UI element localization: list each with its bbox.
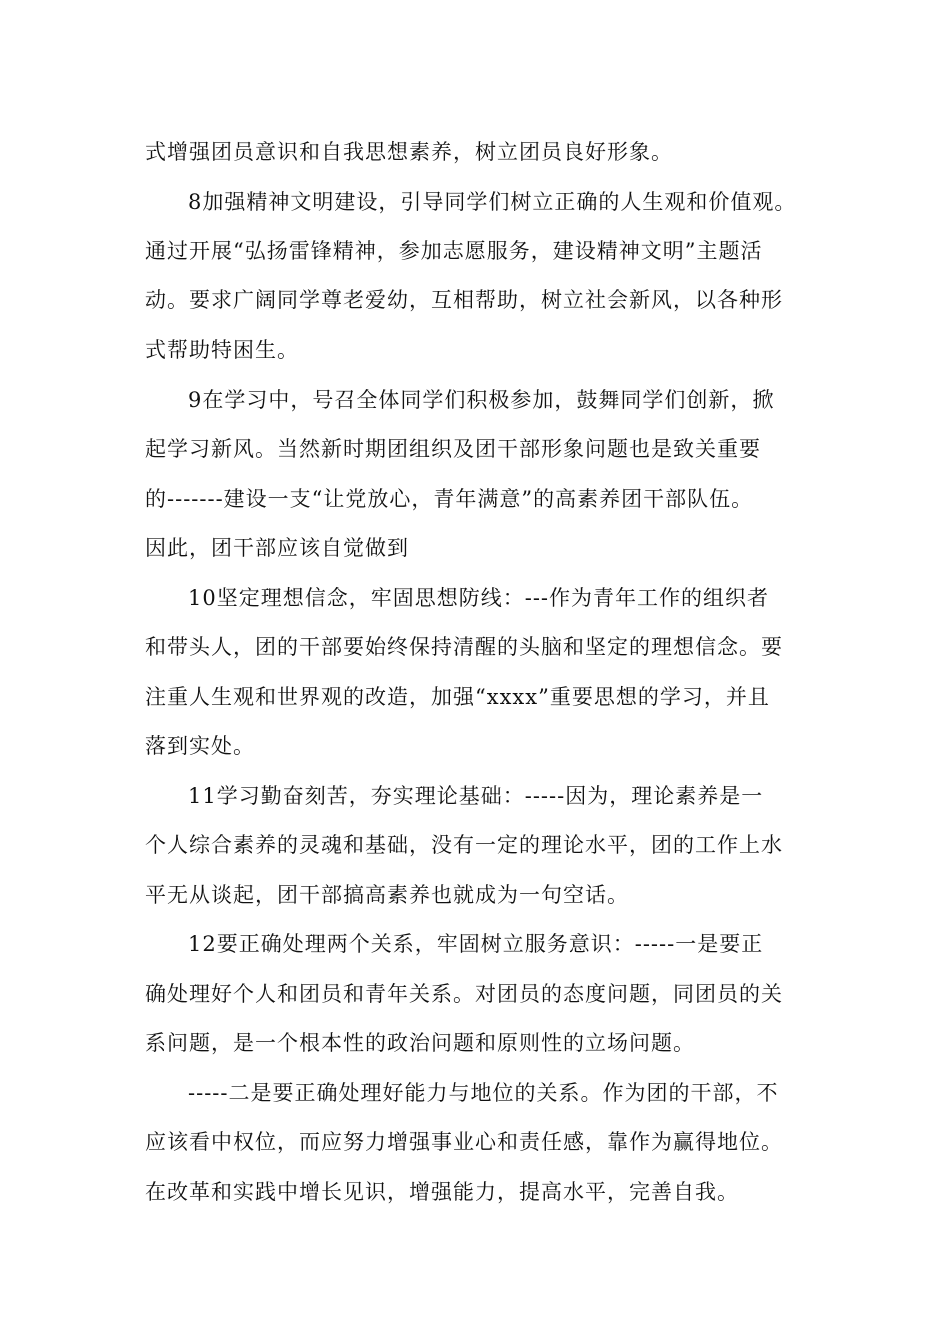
text-line: 式帮助特困生。 (145, 338, 299, 362)
text-line: 的-------建设一支“让党放心，青年满意”的高素养团干部队伍。 (145, 487, 754, 511)
paragraph-13-first-line: -----二是要正确处理好能力与地位的关系。作为团的干部，不 (188, 1081, 779, 1105)
text-line: 动。要求广阔同学尊老爱幼，互相帮助，树立社会新风，以各种形 (145, 288, 783, 312)
text-line: 式增强团员意识和自我思想素养，树立团员良好形象。 (145, 140, 673, 164)
text-line: 起学习新风。当然新时期团组织及团干部形象问题也是致关重要 (145, 437, 761, 461)
text-line: 落到实处。 (145, 734, 255, 758)
text-line: 通过开展“弘扬雷锋精神，参加志愿服务，建设精神文明”主题活 (145, 239, 763, 263)
text-line: 在改革和实践中增长见识，增强能力，提高水平，完善自我。 (145, 1180, 739, 1204)
text-line: 个人综合素养的灵魂和基础，没有一定的理论水平，团的工作上水 (145, 833, 783, 857)
paragraph-8-first-line: 8加强精神文明建设，引导同学们树立正确的人生观和价值观。 (188, 190, 797, 214)
paragraph-9-first-line: 9在学习中，号召全体同学们积极参加，鼓舞同学们创新，掀 (188, 388, 775, 412)
text-line: 应该看中权位，而应努力增强事业心和责任感，靠作为赢得地位。 (145, 1130, 783, 1154)
text-line: 注重人生观和世界观的改造，加强“xxxx”重要思想的学习，并且 (145, 685, 770, 709)
text-line: 平无从谈起，团干部搞高素养也就成为一句空话。 (145, 883, 629, 907)
text-line: 因此，团干部应该自觉做到 (145, 536, 409, 560)
paragraph-11-first-line: 11学习勤奋刻苦，夯实理论基础：-----因为，理论素养是一 (188, 784, 764, 808)
text-line: 和带头人，团的干部要始终保持清醒的头脑和坚定的理想信念。要 (145, 635, 783, 659)
text-line: 确处理好个人和团员和青年关系。对团员的态度问题，同团员的关 (145, 982, 783, 1006)
text-line: 系问题，是一个根本性的政治问题和原则性的立场问题。 (145, 1031, 695, 1055)
paragraph-12-first-line: 12要正确处理两个关系，牢固树立服务意识：-----一是要正 (188, 932, 764, 956)
paragraph-10-first-line: 10坚定理想信念，牢固思想防线：---作为青年工作的组织者 (188, 586, 770, 610)
